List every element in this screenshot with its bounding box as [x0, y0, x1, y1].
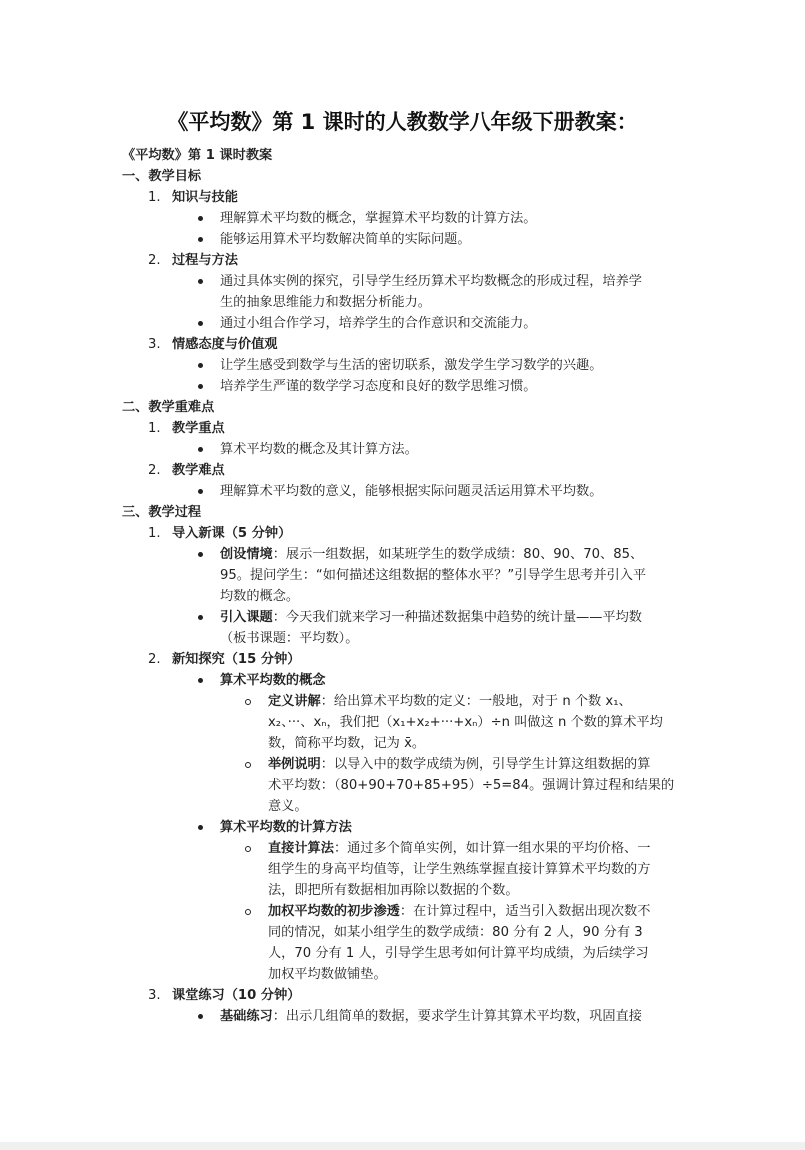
- circle-bullet-icon: [245, 909, 251, 915]
- bullet-icon: [198, 363, 203, 368]
- list-item-continued: 加权平均数做铺垫。: [268, 967, 387, 982]
- section-heading-key-points: 二、教学重难点: [122, 400, 215, 415]
- section-heading-objectives: 一、教学目标: [122, 169, 202, 184]
- bullet-icon: [198, 279, 203, 284]
- list-item: [220, 607, 642, 628]
- item-text: ：通过多个简单实例，如计算一组水果的平均价格、一: [333, 841, 651, 856]
- item-text: ：出示几组简单的数据，要求学生计算其算术平均数，巩固直接: [272, 1009, 642, 1024]
- bullet-icon: [198, 678, 203, 683]
- subheading-explore: 新知探究（15 分钟）: [172, 652, 301, 667]
- subheading-attitude: 情感态度与价值观: [172, 337, 278, 352]
- list-item: [268, 754, 650, 775]
- subheading-focus: 教学重点: [172, 421, 225, 436]
- item-text: ：展示一组数据，如某班学生的数学成绩：80、90、70、85、: [272, 547, 644, 562]
- item-label: 加权平均数的初步渗透: [268, 904, 400, 919]
- item-label: 创设情境: [220, 547, 273, 562]
- subtitle: 《平均数》第 1 课时教案: [122, 148, 273, 163]
- list-item-continued: 意义。: [268, 799, 308, 814]
- list-number: 1.: [148, 421, 161, 436]
- item-label: 直接计算法: [268, 841, 334, 856]
- subheading-difficulty: 教学难点: [172, 463, 225, 478]
- list-number: 2.: [148, 652, 161, 667]
- item-label: 举例说明: [268, 757, 321, 772]
- item-text: ：以导入中的数学成绩为例，引导学生计算这组数据的算: [320, 757, 651, 772]
- list-item-continued: 术平均数：（80+90+70+85+95）÷5=84。强调计算过程和结果的: [268, 778, 675, 793]
- list-number: 2.: [148, 463, 161, 478]
- list-item: 通过具体实例的探究，引导学生经历算术平均数概念的形成过程，培养学: [220, 274, 642, 289]
- list-item: 算术平均数的概念及其计算方法。: [220, 442, 418, 457]
- list-item-continued: 组学生的身高平均值等，让学生熟练掌握直接计算算术平均数的方: [268, 862, 651, 877]
- list-item: [268, 901, 650, 922]
- bullet-icon: [198, 384, 203, 389]
- list-item-continued: x₂、···、xₙ，我们把（x₁+x₂+···+xₙ）÷n 叫做这 n 个数的算术平均: [268, 715, 663, 730]
- item-label: 基础练习: [220, 1009, 273, 1024]
- circle-bullet-icon: [245, 846, 251, 852]
- list-item-continued: 同的情况，如某小组学生的数学成绩：80 分有 2 人，90 分有 3: [268, 925, 643, 940]
- list-item-continued: 均数的概念。: [220, 589, 300, 604]
- list-item: 理解算术平均数的意义，能够根据实际问题灵活运用算术平均数。: [220, 484, 603, 499]
- list-item-continued: 生的抽象思维能力和数据分析能力。: [220, 295, 431, 310]
- bullet-icon: [198, 615, 203, 620]
- list-item-continued: （板书课题：平均数）。: [220, 631, 359, 646]
- bullet-icon: [198, 447, 203, 452]
- subheading-practice: 课堂练习（10 分钟）: [172, 988, 301, 1003]
- list-item: 算术平均数的概念: [220, 673, 326, 688]
- list-item: [220, 544, 643, 565]
- page-title: 《平均数》第 1 课时的人教数学八年级下册教案：: [167, 110, 638, 134]
- bullet-icon: [198, 1014, 203, 1019]
- list-number: 1.: [148, 190, 161, 205]
- list-item: 培养学生严谨的数学学习态度和良好的数学思维习惯。: [220, 379, 537, 394]
- list-item-continued: 法，即把所有数据相加再除以数据的个数。: [268, 883, 519, 898]
- item-label: 引入课题: [220, 610, 273, 625]
- list-item-continued: 人，70 分有 1 人，引导学生思考如何计算平均成绩，为后续学习: [268, 946, 649, 961]
- subheading-knowledge: 知识与技能: [172, 190, 238, 205]
- item-text: ：今天我们就来学习一种描述数据集中趋势的统计量——平均数: [272, 610, 642, 625]
- list-item: [268, 838, 650, 859]
- subheading-process: 过程与方法: [172, 253, 238, 268]
- section-heading-process: 三、教学过程: [122, 505, 202, 520]
- item-text: ：给出算术平均数的定义：一般地，对于 n 个数 x₁、: [320, 694, 632, 709]
- list-number: 3.: [148, 988, 161, 1003]
- bullet-icon: [198, 237, 203, 242]
- bullet-icon: [198, 216, 203, 221]
- list-item: 让学生感受到数学与生活的密切联系，激发学生学习数学的兴趣。: [220, 358, 603, 373]
- bullet-icon: [198, 321, 203, 326]
- bullet-icon: [198, 825, 203, 830]
- list-item: 能够运用算术平均数解决简单的实际问题。: [220, 232, 471, 247]
- list-item: 通过小组合作学习，培养学生的合作意识和交流能力。: [220, 316, 537, 331]
- list-item-continued: 数，简称平均数，记为 x̄。: [268, 736, 426, 751]
- list-number: 1.: [148, 526, 161, 541]
- bullet-icon: [198, 489, 203, 494]
- list-number: 2.: [148, 253, 161, 268]
- list-item: 理解算术平均数的概念，掌握算术平均数的计算方法。: [220, 211, 537, 226]
- list-item: [268, 691, 632, 712]
- subheading-intro: 导入新课（5 分钟）: [172, 526, 292, 541]
- list-item: [220, 1006, 642, 1027]
- list-number: 3.: [148, 337, 161, 352]
- circle-bullet-icon: [245, 699, 251, 705]
- circle-bullet-icon: [245, 762, 251, 768]
- list-item: 算术平均数的计算方法: [220, 820, 352, 835]
- item-label: 定义讲解: [268, 694, 321, 709]
- item-text: ：在计算过程中，适当引入数据出现次数不: [399, 904, 651, 919]
- list-item-continued: 95。提问学生：“如何描述这组数据的整体水平？”引导学生思考并引入平: [220, 568, 647, 583]
- bullet-icon: [198, 552, 203, 557]
